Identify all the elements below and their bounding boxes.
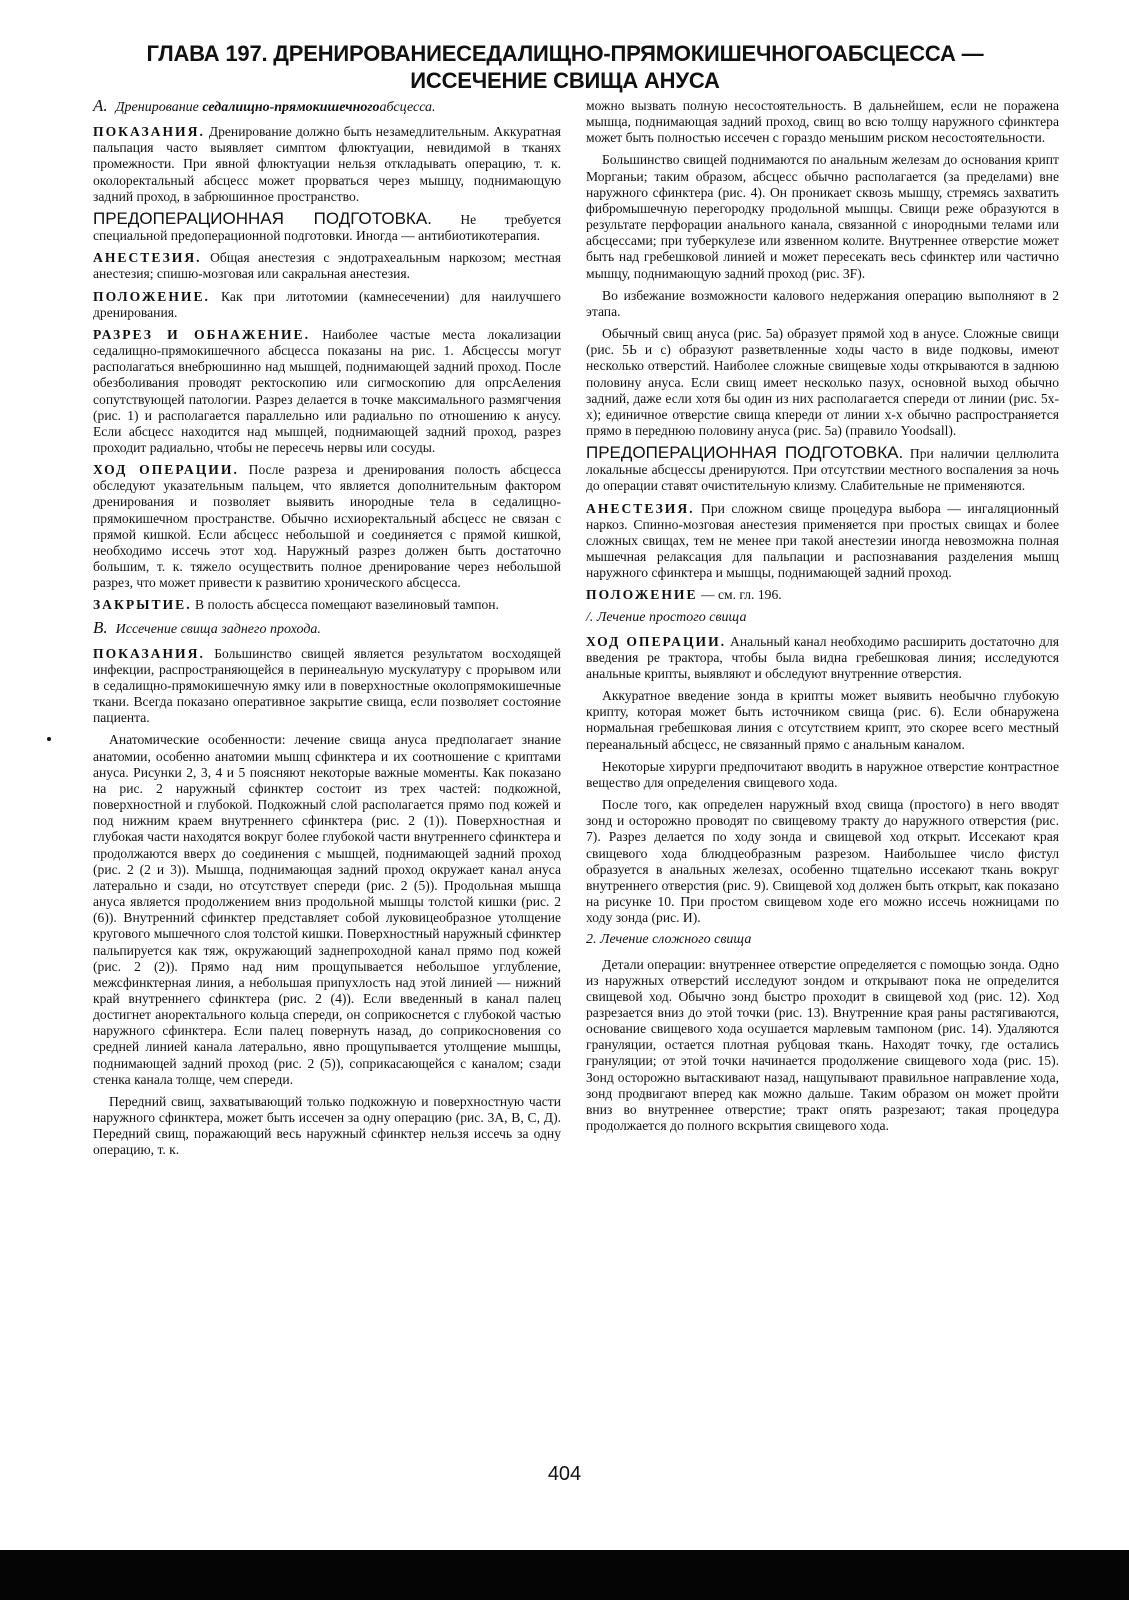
procedure-a: ХОД ОПЕРАЦИИ. После разреза и дренирования полость абсцесса обследуют указательным пальцем, что является дополнительным фактором дренирования и позволяет выявить инородные тела в седалищно-прямокишечном пространстве. Обычно исхиоректальный абсцесс не связан с прямой кишкой. Если абсцесс небольшой и соединяется с прямой кишкой, необходимо иссечь этот ход. Наружный разрез должен быть достаточно большим, т. к. тяжело осуществить полное дренирование через небольшой разрез, что может привести к развитию хронического абсцесса. <box>93 462 561 591</box>
contrast-paragraph: Некоторые хирурги предпочитают вводить в наружное отверстие контрастное вещество для определения свищевого хода. <box>586 758 1059 790</box>
position-b: ПОЛОЖЕНИЕ — см. гл. 196. <box>586 587 782 603</box>
fistula-types-paragraph: Обычный свищ ануса (рис. 5а) образует прямой ход в анусе. Сложные свищи (рис. 5Ь и с) образуют разветвленные ходы часто в виде подковы, имеют несколько отверстий. Наиболее сложные свищевые ходы открываются в заднюю половину ануса. Если свищ имеет несколько пазух, основной выход обычно задний, даже если хотя бы один из них располагается спереди от линии (рис. 5х-х); единичное отверстие свища кпереди от линии х-х обычно распространяется прямо в переднюю половину ануса (рис. 5а) (правило Yoodsall). <box>586 326 1059 438</box>
closure-a: ЗАКРЫТИЕ. В полость абсцесса помещают вазелиновый тампон. <box>93 597 499 613</box>
anesthesia-a: АНЕСТЕЗИЯ. Общая анестезия с эндотрахеальным наркозом; местная анестезия; спишю-мозговая или сакральная анестезия. <box>93 250 561 282</box>
anesthesia-b: АНЕСТЕЗИЯ. При сложном свище процедура выбора — ингаляционный наркоз. Спинно-мозговая анестезия применяется при простых свищах и более сложных свищах, тем не менее при такой анестезии иногда невозможна полная мышечная релаксация для пальпации и распознавания разделения мышц наружного сфинктера и мышцы, поднимающей задний проход. <box>586 500 1059 581</box>
scan-bottom-border <box>0 1550 1129 1600</box>
position-a: ПОЛОЖЕНИЕ. Как при литотомии (камнесечении) для наилучшего дренирования. <box>93 288 561 320</box>
two-stage-paragraph: Во избежание возможности калового недержания операцию выполняют в 2 этапа. <box>586 287 1059 319</box>
probe-paragraph: Аккуратное введение зонда в крипты может выявить необычно глубокую крипту, которая может быть источником свища (рис. 6). Если обнаружена нормальная гребешковая линия с отсутствием крипт, это скорее всего местный переанальный абсцесс, не связанный прямо с анальным каналом. <box>586 688 1059 752</box>
simple-fistula-heading: /. Лечение простого свища <box>586 609 747 625</box>
anterior-fistula-paragraph: Передний свищ, захватывающий только подкожную и поверхностную части наружного сфинктера, может быть иссечен за одну операцию (рис. 3А, В, С, Д). Передний свищ, поражающий весь наружный сфинктер нельзя иссечь за одну операцию, т. к. <box>93 1093 561 1158</box>
chapter-title-line-2: ИССЕЧЕНИЕ СВИЩА АНУСА <box>410 68 720 93</box>
preop-a: ПРЕДОПЕРАЦИОННАЯ ПОДГОТОВКА. Не требуется специальной предоперационной подготовки. Иногда — антибиотикотерапия. <box>93 208 561 244</box>
procedure-b: ХОД ОПЕРАЦИИ. Анальный канал необходимо расширить достаточно для введения ре трактора, чтобы была видна гребешковая линия; исследуются анальные крипты, выявляют и обследуют внутренние отверстия. <box>586 633 1059 681</box>
incision-b-paragraph: После того, как определен наружный вход свища (простого) в него вводят зонд и осторожно проводят по свищевому тракту до наружного отверстия (рис. 7). Разрез делается по ходу зонда и свищевой ход открыт. Иссекают края свищевого хода блюдцеобразным разрезом. Наибольшее число фистул образуется в анальных железах, особенно тщательно иссекают ткань вокруг внутреннего отверстия (рис. 9). Свищевой ход должен быть открыт, как показано на рисунке 10. При простом свищевом ходе его можно иссечь ножницами по ходу зонда (рис. И). <box>586 797 1059 926</box>
section-b-heading: В. Иссечение свища заднего прохода. <box>93 617 321 637</box>
anatomy-paragraph: Анатомические особенности: лечение свища ануса предполагает знание анатомии, особенно анатомии мышц сфинктера и их соотношение с криптами ануса. Рисунки 2, 3, 4 и 5 поясняют некоторые важные моменты. Как показано на рис. 2 наружный сфинктер состоит из трех частей: подкожной, поверхностной и глубокой. Подкожный слой располагается прямо под кожей и под нижним краем внутреннего сфинктера (рис. 2 (1)). Поверхностная и глубокая части находятся вокруг более глубокой части внутреннего сфинктера и продолжаются вверх до соединения с мышцей, поднимающей задний проход (рис. 2 (2 и 3)). Мышца, поднимающая задний проход окружает канал ануса латерально и сзади, но отсутствует спереди (рис. 2 (5)). Продольная мышца ануса является продолжением вниз продольной мышцы толстой кишки (рис. 2 (6)). Внутренний сфинктер представляет собой луковицеобразное утолщение кругового мышечного слоя толстой кишки. Поверхностный наружный сфинктер пальпируется как тяж, окружающий заднепроходной канал прямо под кожей (рис. 2 (2)). Прямо над ним прощупывается небольшое углубление, межсфинктерная линия, а небольшая припухлость над этой линией — нижний край внутреннего сфинктера (рис. 2 (4)). Если введенный в канал палец достигнет аноректального кольца спереди, он соприкоснется с глубокой частью наружного сфинктера. Если палец повернуть назад, до соприкосновения со средней линией канала латерально, явно прощупывается утолщение мышцы, поднимающей задний проход (рис. 2 (5)), соприкасающейся с каналом; сзади стенка канала толще, чем спереди. <box>93 732 561 1087</box>
section-a-heading: А. Дренирование седалищно-прямокишечногоабсцесса. <box>93 96 436 115</box>
indications-a: ПОКАЗАНИЯ. Дренирование должно быть незамедлительным. Аккуратная пальпация часто выявляет симптом флюктуации, невидимой в тканях промежности. При явной флюктуации нельзя откладывать операцию, т. к. околоректальный абсцесс может прорваться через мышцу, поднимающую задний проход, в забрюшинное пространство. <box>93 124 562 204</box>
page-number: 404 <box>547 1463 582 1485</box>
fistula-origin-paragraph: Большинство свищей поднимаются по анальным железам до основания крипт Морганьи; таким образом, абсцесс обычно располагается (за пределами) вне наружного сфинктера (рис. 4). Он проникает сквозь мышцу, стремясь захватить фибромышечную перегородку продольной мышцы. Свищи реже образуются в результате перфорации анального канала, связанной с инородными телами или абсцессами; при туберкулезе или язвенном колите. Внутреннее отверстие может быть над гребешковой линией и может пересекать весь сфинктер или частично мышцу, поднимающую задний проход (рис. 3F). <box>586 152 1059 281</box>
complex-fistula-heading: 2. Лечение сложного свища <box>586 932 752 948</box>
margin-speck <box>47 737 51 741</box>
continuation-paragraph: можно вызвать полную несостоятельность. В дальнейшем, если не поражена мышца, поднимающая задний проход, свищ во всю толщу наружного сфинктера может быть полностью иссечен с гораздо меньшим риском несостоятельности. <box>586 98 1059 146</box>
incision-a: РАЗРЕЗ И ОБНАЖЕНИЕ. Наиболее частые места локализации седалищно-прямокишечного абсцесса показаны на рис. 1. Абсцессы могут располагаться внебрюшинно над мышцей, поднимающей задний проход. После обезболивания проводят ректоскопию или сигмоскопию для опрсАеления сопутствующей патологии. Разрез делается в точке максимального размягчения (рис. 1) и располагается параллельно или радиально по отношению к анусу. Если абсцесс находится над мышцей, поднимающей задний проход, разрез проходит радиально, чтобы не пересечь нервы или сосуды. <box>93 326 561 455</box>
right-column <box>586 98 1059 1140</box>
indications-b: ПОКАЗАНИЯ. Большинство свищей является результатом восходящей инфекции, распространяющейся в перинеальную мускулатуру с прорывом или в седалищно-прямокишечную ямку или в поверхностные околопрямокишечные ткани. Всегда показано оперативное закрытие свища, если позволяет состояние пациента. <box>93 645 561 726</box>
chapter-title <box>40 40 1090 94</box>
left-column <box>93 96 561 1165</box>
chapter-title-line-1: ГЛАВА 197. ДРЕНИРОВАНИЕСЕДАЛИЩНО-ПРЯМОКИШЕЧНОГОАБСЦЕССА — <box>146 41 984 66</box>
preop-b: ПРЕДОПЕРАЦИОННАЯ ПОДГОТОВКА. При наличии целлюлита локальные абсцессы дренируются. При отсутствии местного воспаления за ночь до операции ставят очистительную клизму. Слабительные не применяются. <box>586 443 1059 494</box>
complex-details-paragraph: Детали операции: внутреннее отверстие определяется с помощью зонда. Одно из наружных отверстий исследуют зондом и открывают пока не определится свищевой ход. Обычно зонд быстро проходит в свищевой ход (рис. 12). Ход разрезается вниз до этой точки (рис. 13). Внутренние края раны растягиваются, основание свищевого хода осушается марлевым тампоном (рис. 14). Удаляются грануляции, остается плотная рубцовая ткань. Находят точку, где остались грануляции; от этой точки начинается продолжение свищевого хода (рис. 15). Зонд осторожно вытаскивают назад, нащупывают правильное направление хода, зонд продвигают вперед как можно дальше. Таким образом он может пройти вниз во внутреннее отверстие; тракт опять разрезают; такая процедура продолжается до полного вскрытия свищевого хода. <box>586 956 1059 1134</box>
